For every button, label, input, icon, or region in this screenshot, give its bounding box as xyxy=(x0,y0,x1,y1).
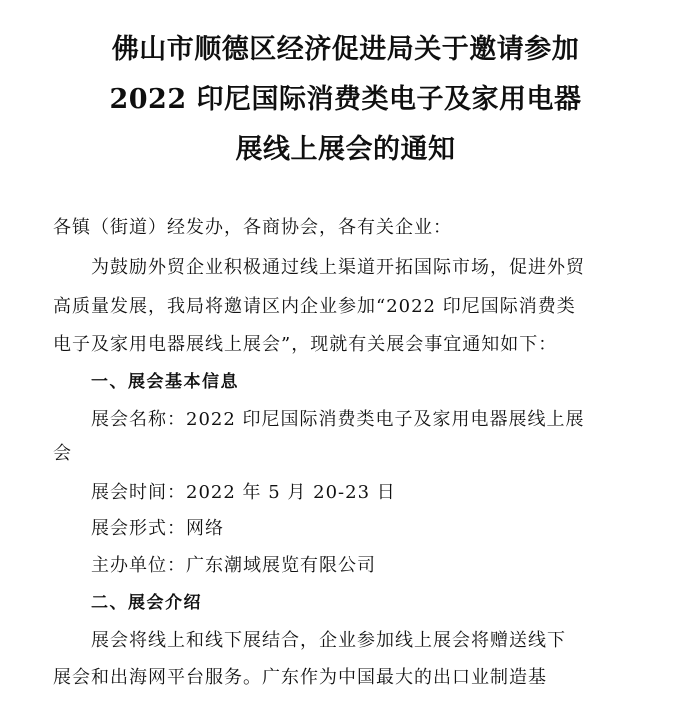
intro-line-1: 为鼓励外贸企业积极通过线上渠道开拓国际市场，促进外贸 xyxy=(91,257,585,278)
exhibition-name-line-1: 展会名称：2022 印尼国际消费类电子及家用电器展线上展 xyxy=(91,409,585,430)
exhibition-format: 展会形式：网络 xyxy=(91,518,224,539)
intro2-line-2: 展会和出海网平台服务。广东作为中国最大的出口业制造基 xyxy=(53,667,547,688)
salutation: 各镇（街道）经发办，各商协会，各有关企业： xyxy=(53,217,452,238)
document-title-line-2: 2022 印尼国际消费类电子及家用电器 xyxy=(109,84,582,115)
exhibition-name-line-2: 会 xyxy=(53,443,72,464)
intro-line-3: 电子及家用电器展线上展会”，现就有关展会事宜通知如下： xyxy=(53,334,558,355)
section-heading-exhibition-intro: 二、展会介绍 xyxy=(91,593,202,613)
intro2-line-1: 展会将线上和线下展结合，企业参加线上展会将赠送线下 xyxy=(91,630,566,651)
document-title-line-1: 佛山市顺德区经济促进局关于邀请参加 xyxy=(111,34,580,65)
intro-line-2: 高质量发展，我局将邀请区内企业参加“2022 印尼国际消费类 xyxy=(53,296,576,317)
exhibition-time: 展会时间：2022 年 5 月 20-23 日 xyxy=(91,482,396,503)
section-heading-basic-info: 一、展会基本信息 xyxy=(91,372,239,392)
organizer: 主办单位：广东潮域展览有限公司 xyxy=(91,555,376,576)
document-title-line-3: 展线上展会的通知 xyxy=(235,134,456,165)
